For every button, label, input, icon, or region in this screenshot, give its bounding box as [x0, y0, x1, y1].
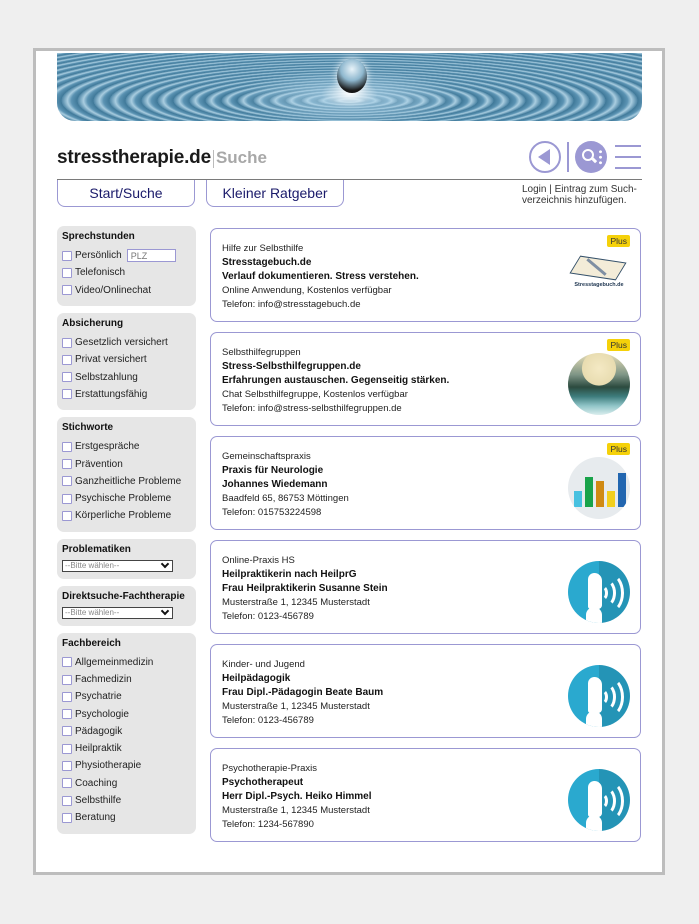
- plus-badge: Plus: [607, 339, 630, 351]
- option-label: Ganzheitliche Probleme: [75, 475, 182, 487]
- checkbox[interactable]: [62, 709, 72, 719]
- result-card[interactable]: [210, 436, 641, 530]
- result-subtitle: Frau Dipl.-Pädagogin Beate Baum: [222, 687, 384, 698]
- logo-sub-text: Suche: [215, 148, 267, 167]
- filter-option[interactable]: [62, 282, 191, 299]
- result-contact: Telefon: 015753224598: [222, 507, 322, 518]
- panel-direktsuche: [57, 586, 196, 626]
- option-label: Psychatrie: [75, 691, 122, 703]
- hamburger-menu-icon[interactable]: [615, 145, 641, 169]
- result-card[interactable]: [210, 228, 641, 322]
- filter-option[interactable]: [62, 455, 191, 472]
- option-label: Persönlich: [75, 250, 122, 262]
- site-logo[interactable]: [57, 147, 267, 171]
- water-drop-image: [337, 59, 367, 93]
- option-label: Gesetzlich versichert: [75, 337, 168, 349]
- filter-sidebar: [57, 226, 196, 841]
- result-title: Heilpädagogik: [222, 673, 291, 684]
- option-label: Prävention: [75, 458, 123, 470]
- result-info: Chat Selbsthilfegruppe, Kostenlos verfügbar: [222, 389, 408, 400]
- filter-option[interactable]: [62, 386, 191, 403]
- option-label: Video/Onlinechat: [75, 284, 151, 296]
- plus-badge: Plus: [607, 443, 630, 455]
- panel-title: Stichworte: [62, 422, 114, 434]
- result-category: Psychotherapie-Praxis: [222, 763, 318, 774]
- result-card[interactable]: [210, 540, 641, 634]
- option-label: Physiotherapie: [75, 760, 142, 772]
- option-label: Heilpraktik: [75, 743, 122, 755]
- result-subtitle: Erfahrungen austauschen. Gegenseitig stärken.: [222, 375, 450, 386]
- bar-chart-illustration: [568, 457, 630, 519]
- result-card[interactable]: [210, 332, 641, 426]
- option-label: Selbsthilfe: [75, 795, 122, 807]
- filter-option[interactable]: [62, 351, 191, 368]
- select-value: --Bitte wählen--: [65, 561, 120, 571]
- checkbox[interactable]: [62, 692, 72, 702]
- checkbox[interactable]: [62, 778, 72, 788]
- panel-stichworte: [57, 417, 196, 531]
- checkbox[interactable]: [62, 442, 72, 452]
- filter-option[interactable]: [62, 757, 191, 774]
- filter-option[interactable]: [62, 654, 191, 671]
- result-subtitle: Herr Dipl.-Psych. Heiko Himmel: [222, 791, 372, 802]
- logo-divider: [213, 150, 214, 168]
- kleiner-ratgeber-tab[interactable]: Kleiner Ratgeber: [206, 180, 344, 207]
- option-label: Körperliche Probleme: [75, 510, 172, 522]
- result-title: Stresstagebuch.de: [222, 257, 312, 268]
- plus-badge: Plus: [607, 235, 630, 247]
- option-label: Beratung: [75, 812, 116, 824]
- option-label: Coaching: [75, 777, 118, 789]
- checkbox[interactable]: [62, 338, 72, 348]
- start-suche-tab[interactable]: Start/Suche: [57, 180, 195, 207]
- option-label: Selbstzahlung: [75, 371, 138, 383]
- result-category: Selbsthilfegruppen: [222, 347, 301, 358]
- filter-option[interactable]: [62, 438, 191, 455]
- panel-title: Problematiken: [62, 543, 131, 555]
- checkbox[interactable]: [62, 761, 72, 771]
- filter-option[interactable]: [62, 334, 191, 351]
- option-label: Telefonisch: [75, 267, 126, 279]
- result-subtitle: Verlauf dokumentieren. Stress verstehen.: [222, 271, 419, 282]
- result-title: Stress-Selbsthilfegruppen.de: [222, 361, 361, 372]
- checkbox[interactable]: [62, 726, 72, 736]
- chevron-down-icon: [161, 559, 169, 567]
- panel-fachbereich: [57, 633, 196, 834]
- filter-option[interactable]: [62, 490, 191, 507]
- checkbox[interactable]: [62, 744, 72, 754]
- panel-absicherung: [57, 313, 196, 410]
- option-label: Erstattungsfähig: [75, 388, 148, 400]
- result-contact: Telefon: 1234-567890: [222, 819, 314, 830]
- filter-option[interactable]: [62, 671, 191, 688]
- back-circle-icon[interactable]: [529, 141, 561, 173]
- option-label: Privat versichert: [75, 354, 147, 366]
- result-category: Kinder- und Jugend: [222, 659, 305, 670]
- result-subtitle: Frau Heilpraktikerin Susanne Stein: [222, 583, 388, 594]
- header-icons: [529, 140, 641, 174]
- option-label: Pädagogik: [75, 725, 123, 737]
- checkbox[interactable]: [62, 285, 72, 295]
- speaking-head-icon: [568, 665, 630, 727]
- result-info: Musterstraße 1, 12345 Musterstadt: [222, 805, 370, 816]
- panel-title: Fachbereich: [62, 637, 121, 649]
- filter-option[interactable]: [62, 247, 191, 264]
- logo-main-text: stresstherapie.de: [57, 147, 211, 168]
- result-category: Online-Praxis HS: [222, 555, 295, 566]
- option-label: Psychologie: [75, 708, 129, 720]
- filter-option[interactable]: [62, 809, 191, 826]
- checkbox[interactable]: [62, 813, 72, 823]
- result-category: Hilfe zur Selbsthilfe: [222, 243, 304, 254]
- checkbox[interactable]: [62, 389, 72, 399]
- result-contact: Telefon: info@stresstagebuch.de: [222, 299, 361, 310]
- speaking-head-icon: [568, 561, 630, 623]
- checkbox[interactable]: [62, 494, 72, 504]
- checkbox[interactable]: [62, 511, 72, 521]
- result-subtitle: Johannes Wiedemann: [222, 479, 328, 490]
- filter-option[interactable]: [62, 264, 191, 281]
- result-info: Online Anwendung, Kostenlos verfügbar: [222, 285, 392, 296]
- result-title: Praxis für Neurologie: [222, 465, 324, 476]
- filter-option[interactable]: [62, 740, 191, 757]
- panel-title: Direktsuche-Fachtherapie: [62, 590, 185, 602]
- select-value: --Bitte wählen--: [65, 608, 120, 618]
- option-label: Psychische Probleme: [75, 493, 172, 505]
- result-info: Musterstraße 1, 12345 Musterstadt: [222, 701, 370, 712]
- search-dots-icon[interactable]: [575, 141, 607, 173]
- plz-input[interactable]: [127, 249, 176, 262]
- checkbox[interactable]: [62, 675, 72, 685]
- rowing-boat-illustration: [568, 353, 630, 415]
- checkbox[interactable]: [62, 251, 72, 261]
- filter-option[interactable]: [62, 688, 191, 705]
- direktsuche-select[interactable]: [62, 607, 173, 619]
- problematiken-select[interactable]: [62, 560, 173, 572]
- result-contact: Telefon: 0123-456789: [222, 611, 314, 622]
- result-category: Gemeinschaftspraxis: [222, 451, 311, 462]
- checkbox[interactable]: [62, 476, 72, 486]
- filter-option[interactable]: [62, 705, 191, 722]
- panel-problematiken: [57, 539, 196, 579]
- result-info: Baadfeld 65, 86753 Möttingen: [222, 493, 349, 504]
- result-info: Musterstraße 1, 12345 Musterstadt: [222, 597, 370, 608]
- speaking-head-icon: [568, 769, 630, 831]
- result-card[interactable]: [210, 748, 641, 842]
- page-frame: [33, 48, 665, 875]
- option-label: Erstgespräche: [75, 441, 140, 453]
- panel-title: Absicherung: [62, 317, 124, 329]
- chevron-down-icon: [161, 606, 169, 614]
- result-title: Heilpraktikerin nach HeilprG: [222, 569, 357, 580]
- checkbox[interactable]: [62, 268, 72, 278]
- result-title: Psychotherapeut: [222, 777, 304, 788]
- icon-divider: [567, 142, 569, 172]
- checkbox[interactable]: [62, 796, 72, 806]
- filter-option[interactable]: [62, 368, 191, 385]
- result-contact: Telefon: 0123-456789: [222, 715, 314, 726]
- checkbox[interactable]: [62, 372, 72, 382]
- panel-title: Sprechstunden: [62, 231, 135, 242]
- checkbox[interactable]: [62, 355, 72, 365]
- result-card[interactable]: [210, 644, 641, 738]
- results-list: [210, 228, 641, 852]
- filter-option[interactable]: [62, 775, 191, 792]
- filter-option[interactable]: [62, 792, 191, 809]
- filter-option[interactable]: [62, 473, 191, 490]
- book-label: Stresstagebuch.de: [574, 282, 624, 288]
- option-label: Allgemeinmedizin: [75, 656, 154, 668]
- filter-option[interactable]: [62, 507, 191, 524]
- filter-option[interactable]: [62, 723, 191, 740]
- result-contact: Telefon: info@stress-selbsthilfegruppen.de: [222, 403, 402, 414]
- checkbox[interactable]: [62, 657, 72, 667]
- login-link[interactable]: Login | Eintrag zum Such-verzeichnis hinzufügen.: [522, 184, 637, 206]
- header-banner-water-drop: [57, 53, 642, 121]
- book-icon: [570, 255, 628, 295]
- checkbox[interactable]: [62, 459, 72, 469]
- panel-sprechstunden: [57, 226, 196, 306]
- option-label: Fachmedizin: [75, 674, 132, 685]
